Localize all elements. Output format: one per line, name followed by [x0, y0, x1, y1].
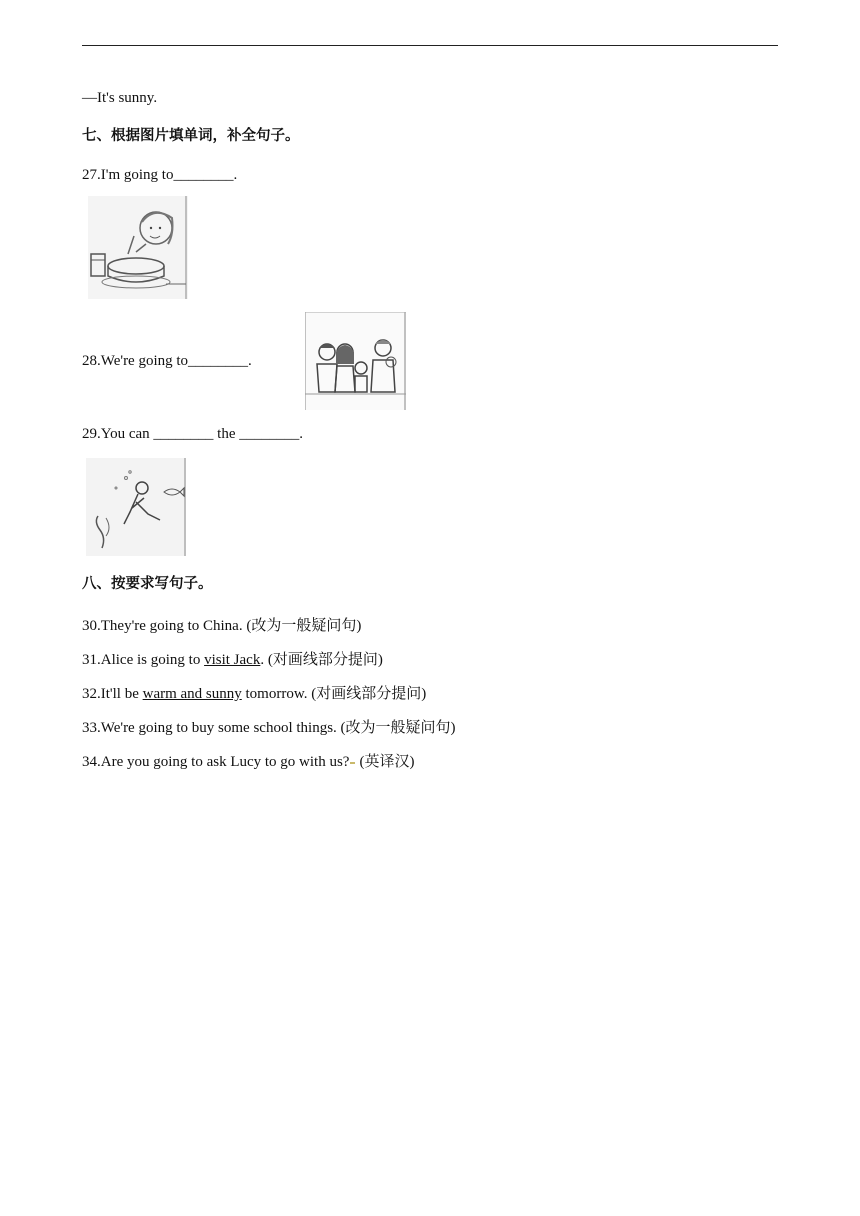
question-32 — [82, 682, 426, 703]
question-33: 33.We're going to buy some school things. (改为一般疑问句) — [82, 720, 456, 736]
question-34-instruction: (英译汉) — [359, 754, 415, 770]
section-7-title: 七、根据图片填单词，补全句子。 — [82, 128, 300, 144]
answer-line: —It's sunny. — [82, 90, 158, 106]
question-28: 28.We're going to________. — [82, 353, 252, 369]
picture-making-cake — [88, 196, 188, 299]
header-rule — [82, 45, 778, 46]
question-34 — [82, 750, 414, 771]
question-31 — [82, 648, 383, 669]
question-31-underlined: visit Jack — [204, 652, 261, 668]
question-31-instruction: . (对画线部分提问) — [260, 652, 383, 668]
question-32-underlined: warm and sunny — [142, 686, 242, 702]
edit-mark-icon — [350, 762, 355, 764]
question-32-text: 32.It'll be — [82, 686, 143, 702]
question-30: 30.They're going to China. (改为一般疑问句) — [82, 618, 362, 634]
section-8-title: 八、按要求写句子。 — [82, 576, 213, 592]
question-32-instruction: tomorrow. (对画线部分提问) — [241, 686, 427, 702]
picture-family-gathering — [305, 312, 406, 410]
question-27: 27.I'm going to________. — [82, 167, 238, 183]
picture-diving-sea — [86, 458, 186, 556]
question-34-text: 34.Are you going to ask Lucy to go with us? — [82, 754, 350, 770]
question-29: 29.You can ________ the ________. — [82, 426, 303, 442]
question-31-text: 31.Alice is going to — [82, 652, 205, 668]
